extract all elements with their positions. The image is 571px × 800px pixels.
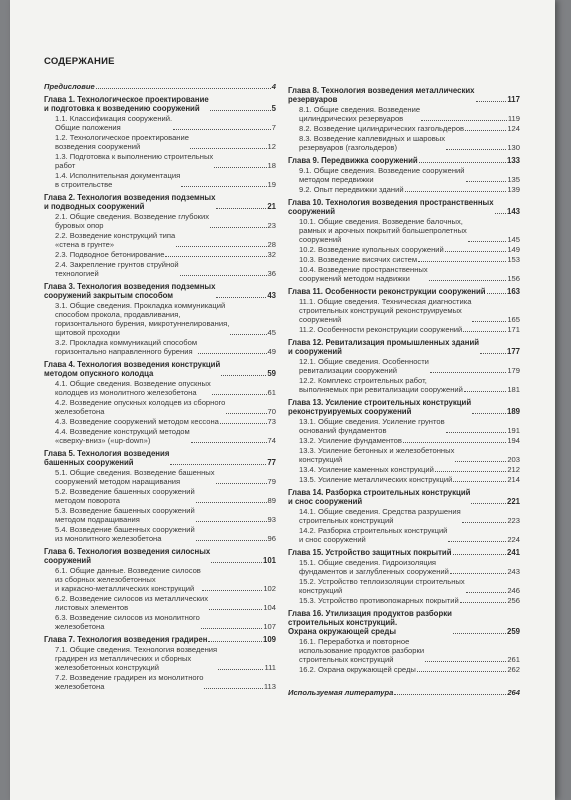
dot-leader	[202, 590, 263, 591]
toc-page-number: 264	[507, 688, 520, 697]
toc-chapter-entry	[44, 360, 276, 378]
toc-section-entry	[44, 152, 276, 170]
toc-entry-title: 5.2. Возведение башенных сооружений методом поворота	[55, 487, 195, 505]
dot-leader	[196, 502, 267, 503]
toc-entry-title: 14.1. Общие сведения. Средства разрушения строительных конструкций	[299, 507, 461, 525]
toc-entry-title: 7.2. Возведение градирен из монолитного железобетона	[55, 673, 204, 691]
toc-entry-title: 4.3. Возведение сооружений методом кессона	[55, 417, 219, 426]
toc-page-number: 135	[507, 175, 520, 184]
toc-page-number: 145	[507, 235, 520, 244]
dot-leader	[468, 241, 506, 242]
toc-page-number: 241	[506, 548, 520, 557]
dot-leader	[196, 540, 267, 541]
toc-section-entry	[44, 260, 276, 278]
dot-leader	[204, 688, 262, 689]
dot-leader	[198, 353, 266, 354]
toc-page-number: 32	[267, 250, 276, 259]
toc-entry-title: 8.2. Возведение цилиндрических газгольдеров	[299, 124, 465, 133]
toc-entry-title: 10.2. Возведение купольных сооружений	[299, 245, 444, 254]
dot-leader	[216, 208, 266, 209]
dot-leader	[429, 280, 507, 281]
toc-section-entry	[44, 379, 276, 397]
toc-chapter-entry	[44, 449, 276, 467]
toc-page-number: 179	[507, 366, 520, 375]
toc-section-entry	[288, 507, 520, 525]
toc-page-number: 96	[267, 534, 276, 543]
toc-entry-title: Глава 7. Технология возведения градирен	[44, 635, 208, 644]
toc-section-entry	[288, 185, 520, 194]
toc-entry-title: 3.2. Прокладка коммуникаций способом горизонтально направленного бурения	[55, 338, 198, 356]
dot-leader	[453, 554, 506, 555]
toc-page-number: 101	[262, 556, 276, 565]
dot-leader	[417, 671, 506, 672]
toc-section-entry	[288, 637, 520, 664]
dot-leader	[216, 297, 266, 298]
toc-entry-title: 13.3. Усиление бетонных и железобетонных конструкций	[299, 446, 455, 464]
toc-entry-title: Глава 11. Особенности реконструкции сооружений	[288, 287, 486, 296]
toc-page-number: 43	[267, 291, 276, 300]
dot-leader	[464, 391, 506, 392]
toc-entry-title: Глава 10. Технология возведения пространственных сооружений	[288, 198, 494, 216]
toc-entry-title: Глава 5. Технология возведения башенных сооружений	[44, 449, 170, 467]
toc-section-entry	[44, 398, 276, 416]
dot-leader	[476, 101, 507, 102]
toc-chapter-entry	[288, 86, 520, 104]
dot-leader	[190, 148, 267, 149]
dot-leader	[201, 628, 262, 629]
toc-entry-title: Глава 6. Технология возведения силосных сооружений	[44, 547, 211, 565]
dot-leader	[209, 609, 262, 610]
dot-leader	[212, 394, 267, 395]
toc-entry-title: 1.1. Классификация сооружений. Общие положения	[55, 114, 173, 132]
dot-leader	[465, 130, 506, 131]
toc-entry-title: 1.3. Подготовка к выполнению строительных работ	[55, 152, 214, 170]
toc-left-column	[44, 82, 276, 691]
dot-leader	[418, 261, 506, 262]
toc-chapter-entry	[44, 547, 276, 565]
dot-leader	[453, 633, 506, 634]
toc-page-number: 5	[271, 104, 276, 113]
toc-section-entry	[44, 301, 276, 337]
toc-section-entry	[288, 475, 520, 484]
dot-leader	[211, 562, 262, 563]
toc-entry-title: 8.3. Возведение каплевидных и шаровых резервуаров (газгольдеров)	[299, 134, 446, 152]
toc-chapter-entry	[44, 193, 276, 211]
toc-page-number: 221	[506, 497, 520, 506]
toc-page-number: 189	[506, 407, 520, 416]
toc-page-number: 124	[507, 124, 520, 133]
toc-entry-title: 5.4. Возведение башенных сооружений из монолитного железобетона	[55, 525, 195, 543]
toc-page-number: 130	[507, 143, 520, 152]
toc-entry-title: 13.5. Усиление металлических конструкций	[299, 475, 453, 484]
toc-entry-title: 2.2. Возведение конструкций типа «стена в грунте»	[55, 231, 176, 249]
toc-section-entry	[288, 558, 520, 576]
toc-chapter-entry	[44, 95, 276, 113]
dot-leader	[466, 181, 507, 182]
toc-chapter-entry	[44, 282, 276, 300]
toc-entry-title: 7.1. Общие сведения. Технология возведения градирен из металлических и сборных железобетонных конструкций	[55, 645, 218, 672]
toc-section-entry	[44, 133, 276, 151]
toc-page-number: 70	[267, 407, 276, 416]
dot-leader	[403, 442, 506, 443]
toc-section-entry	[288, 577, 520, 595]
toc-section-entry	[288, 526, 520, 544]
toc-page-number: 246	[507, 586, 520, 595]
toc-entry-title: Глава 9. Передвижка сооружений	[288, 156, 418, 165]
toc-entry-title: Глава 8. Технология возведения металлических резервуаров	[288, 86, 475, 104]
toc-page-number: 109	[262, 635, 276, 644]
toc-chapter-entry	[288, 398, 520, 416]
toc-page-number: 212	[507, 465, 520, 474]
toc-page-number: 223	[507, 516, 520, 525]
toc-page-number: 224	[507, 535, 520, 544]
toc-entry-title: 11.2. Особенности реконструкции сооружений	[299, 325, 463, 334]
dot-leader	[165, 256, 266, 257]
toc-page-number: 181	[507, 385, 520, 394]
toc-page-number: 117	[507, 95, 520, 104]
dot-leader	[419, 162, 506, 163]
toc-entry-title: Глава 16. Утилизация продуктов разборки строительных конструкций. Охрана окружающей среды	[288, 609, 452, 636]
dot-leader	[425, 661, 506, 662]
toc-page-number: 79	[267, 477, 276, 486]
dot-leader	[405, 191, 507, 192]
toc-page-number: 191	[507, 426, 520, 435]
toc-section-entry	[288, 124, 520, 133]
toc-page-number: 214	[507, 475, 520, 484]
toc-page-number: 163	[506, 287, 520, 296]
toc-entry-title: 1.4. Исполнительная документация в строительстве	[55, 171, 181, 189]
dot-leader	[421, 120, 507, 121]
dot-leader	[181, 186, 266, 187]
toc-entry-title: 2.1. Общие сведения. Возведение глубоких буровых опор	[55, 212, 210, 230]
toc-entry-title: 4.4. Возведение конструкций методом «сверху-вниз» («up-down»)	[55, 427, 190, 445]
dot-leader	[176, 246, 266, 247]
dot-leader	[196, 521, 267, 522]
dot-leader	[472, 413, 506, 414]
toc-entry-title: Глава 13. Усиление строительных конструкций реконструируемых сооружений	[288, 398, 472, 416]
toc-entry-title: 12.2. Комплекс строительных работ, выполняемых при ревитализации сооружений	[299, 376, 463, 394]
book-page	[10, 0, 555, 800]
toc-page-number: 7	[271, 123, 276, 132]
toc-section-entry	[44, 338, 276, 356]
toc-page-number: 177	[506, 347, 520, 356]
toc-section-entry	[288, 436, 520, 445]
dot-leader	[472, 321, 506, 322]
toc-entry-title: Глава 12. Ревитализация промышленных зданий и сооружений	[288, 338, 480, 356]
dot-leader	[173, 129, 271, 130]
toc-entry-title: 2.3. Подводное бетонирование	[55, 250, 165, 259]
toc-page-number: 156	[507, 274, 520, 283]
toc-page-number: 113	[263, 682, 276, 691]
toc-entry-title: 3.1. Общие сведения. Прокладка коммуникаций способом прокола, продавливания, горизонтального бурения, микротуннелирования, щитовой проходки	[55, 301, 230, 337]
toc-section-entry	[44, 566, 276, 593]
toc-entry-title: 1.2. Технологическое проектирование возведения сооружений	[55, 133, 189, 151]
toc-references-entry	[288, 688, 520, 697]
toc-section-entry	[288, 245, 520, 254]
toc-entry-title: Глава 14. Разборка строительных конструкций и снос сооружений	[288, 488, 471, 506]
toc-entry-title: 5.1. Общие сведения. Возведение башенных сооружений методом наращивания	[55, 468, 215, 486]
toc-section-entry	[288, 297, 520, 324]
toc-page-number: 28	[267, 240, 276, 249]
toc-page-number: 12	[267, 142, 276, 151]
toc-page-number: 49	[267, 347, 276, 356]
toc-page-number: 119	[507, 114, 520, 123]
toc-entry-title: 13.4. Усиление каменных конструкций	[299, 465, 434, 474]
toc-entry-title: 10.1. Общие сведения. Возведение балочных, рамных и арочных покрытий большепролетных сооружений	[299, 217, 467, 244]
dot-leader	[462, 522, 507, 523]
toc-section-entry	[44, 427, 276, 445]
dot-leader	[466, 592, 507, 593]
toc-section-entry	[44, 212, 276, 230]
toc-chapter-entry	[288, 338, 520, 356]
toc-entry-title: 6.1. Общие данные. Возведение силосов из сборных железобетонных и каркасно-металлических конструкций	[55, 566, 201, 593]
toc-section-entry	[44, 171, 276, 189]
toc-entry-title: 6.2. Возведение силосов из металлических листовых элементов	[55, 594, 208, 612]
toc-page-number: 107	[263, 622, 276, 631]
toc-entry-title: 11.1. Общие сведения. Техническая диагностика строительных конструкций реконструируемых сооружений	[299, 297, 472, 324]
dot-leader	[191, 442, 267, 443]
toc-page-number: 21	[267, 202, 276, 211]
toc-section-entry	[288, 665, 520, 674]
toc-entry-title: 10.3. Возведение висячих систем	[299, 255, 418, 264]
toc-page-number: 111	[264, 663, 276, 672]
toc-entry-title: 4.2. Возведение опускных колодцев из сборного железобетона	[55, 398, 226, 416]
toc-page-number: 77	[267, 458, 276, 467]
dot-leader	[226, 413, 266, 414]
toc-entry-title: 13.1. Общие сведения. Усиление грунтов оснований фундаментов	[299, 417, 445, 435]
toc-section-entry	[288, 265, 520, 283]
toc-section-entry	[44, 468, 276, 486]
toc-page-number: 194	[507, 436, 520, 445]
toc-page-number: 104	[263, 603, 276, 612]
toc-entry-title: 15.1. Общие сведения. Гидроизоляция фундаментов и заглубленных сооружений	[299, 558, 449, 576]
toc-section-entry	[44, 487, 276, 505]
dot-leader	[471, 503, 506, 504]
toc-chapter-entry	[44, 635, 276, 644]
toc-page-number: 36	[267, 269, 276, 278]
dot-leader	[495, 213, 506, 214]
toc-entry-title: 16.1. Переработка и повторное использование продуктов разборки строительных конструкций	[299, 637, 425, 664]
toc-section-entry	[288, 376, 520, 394]
dot-leader	[446, 149, 506, 150]
toc-page-number: 4	[271, 82, 276, 91]
dot-leader	[450, 573, 506, 574]
toc-page-number: 19	[267, 180, 276, 189]
toc-entry-title: Глава 4. Технология возведения конструкций методом опускного колодца	[44, 360, 221, 378]
dot-leader	[435, 471, 506, 472]
toc-page-number: 243	[507, 567, 520, 576]
toc-entry-title: Глава 15. Устройство защитных покрытий	[288, 548, 452, 557]
dot-leader	[448, 541, 506, 542]
dot-leader	[216, 483, 267, 484]
toc-page-number: 133	[506, 156, 520, 165]
toc-page-number: 23	[267, 221, 276, 230]
toc-section-entry	[288, 417, 520, 435]
dot-leader	[180, 275, 267, 276]
toc-entry-title: 13.2. Усиление фундаментов	[299, 436, 402, 445]
dot-leader	[487, 293, 506, 294]
toc-entry-title: 4.1. Общие сведения. Возведение опускных колодцев из монолитного железобетона	[55, 379, 211, 397]
toc-page-number: 261	[507, 655, 520, 664]
toc-page-number: 256	[507, 596, 520, 605]
toc-entry-title: 15.2. Устройство теплоизоляции строительных конструкций	[299, 577, 465, 595]
toc-entry-title: Глава 3. Технология возведения подземных сооружений закрытым способом	[44, 282, 216, 300]
toc-entry-title: 15.3. Устройство противопожарных покрытий	[299, 596, 459, 605]
toc-chapter-entry	[288, 198, 520, 216]
dot-leader	[430, 372, 506, 373]
toc-page-number: 149	[507, 245, 520, 254]
toc-page-number: 165	[507, 315, 520, 324]
toc-entry-title: Глава 1. Технологическое проектирование и подготовка к возведению сооружений	[44, 95, 209, 113]
toc-page-number: 139	[507, 185, 520, 194]
dot-leader	[453, 481, 506, 482]
dot-leader	[210, 227, 267, 228]
dot-leader	[221, 375, 266, 376]
toc-chapter-entry	[288, 156, 520, 165]
dot-leader	[446, 432, 507, 433]
dot-leader	[455, 461, 506, 462]
toc-chapter-entry	[288, 488, 520, 506]
toc-entry-title: 9.2. Опыт передвижки зданий	[299, 185, 404, 194]
toc-section-entry	[44, 673, 276, 691]
dot-leader	[208, 641, 262, 642]
toc-entry-title: Используемая литература	[288, 688, 394, 697]
page-heading: СОДЕРЖАНИЕ	[44, 56, 115, 67]
toc-section-entry	[288, 446, 520, 464]
toc-section-entry	[288, 357, 520, 375]
dot-leader	[210, 110, 271, 111]
toc-page-number: 153	[507, 255, 520, 264]
toc-page-number: 102	[263, 584, 276, 593]
toc-page-number: 262	[507, 665, 520, 674]
toc-section-entry	[44, 114, 276, 132]
toc-section-entry	[44, 506, 276, 524]
toc-section-entry	[288, 217, 520, 244]
toc-entry-title: Предисловие	[44, 82, 95, 91]
toc-page-number: 259	[506, 627, 520, 636]
toc-page-number: 59	[267, 369, 276, 378]
dot-leader	[230, 334, 266, 335]
toc-page-number: 61	[267, 388, 276, 397]
toc-page-number: 143	[506, 207, 520, 216]
toc-page-number: 45	[267, 328, 276, 337]
dot-leader	[445, 251, 507, 252]
dot-leader	[463, 331, 506, 332]
dot-leader	[218, 669, 263, 670]
dot-leader	[460, 602, 507, 603]
toc-chapter-entry	[288, 287, 520, 296]
toc-entry-title: 16.2. Охрана окружающей среды	[299, 665, 416, 674]
toc-entry-title: Глава 2. Технология возведения подземных и подводных сооружений	[44, 193, 216, 211]
toc-section-entry	[288, 255, 520, 264]
toc-page-number: 73	[267, 417, 276, 426]
toc-preface-entry	[44, 82, 276, 91]
toc-section-entry	[44, 525, 276, 543]
toc-section-entry	[288, 325, 520, 334]
toc-section-entry	[44, 231, 276, 249]
toc-section-entry	[288, 465, 520, 474]
toc-section-entry	[288, 134, 520, 152]
dot-leader	[170, 464, 266, 465]
toc-page-number: 74	[267, 436, 276, 445]
toc-entry-title: 6.3. Возведение силосов из монолитного железобетона	[55, 613, 200, 631]
toc-section-entry	[288, 105, 520, 123]
toc-right-column	[288, 82, 520, 697]
toc-entry-title: 9.1. Общие сведения. Возведение сооружений методом передвижки	[299, 166, 465, 184]
toc-page-number: 171	[507, 325, 520, 334]
toc-chapter-entry	[288, 609, 520, 636]
toc-entry-title: 2.4. Закрепление грунтов струйной технологией	[55, 260, 179, 278]
toc-section-entry	[44, 417, 276, 426]
toc-page-number: 89	[267, 496, 276, 505]
toc-section-entry	[44, 594, 276, 612]
toc-section-entry	[44, 250, 276, 259]
toc-entry-title: 5.3. Возведение башенных сооружений методом подращивания	[55, 506, 195, 524]
toc-section-entry	[288, 166, 520, 184]
toc-page-number: 203	[507, 455, 520, 464]
dot-leader	[480, 353, 506, 354]
dot-leader	[96, 88, 271, 89]
dot-leader	[394, 694, 506, 695]
toc-section-entry	[44, 613, 276, 631]
toc-entry-title: 10.4. Возведение пространственных сооружений методом надвижки	[299, 265, 428, 283]
toc-page-number: 93	[267, 515, 276, 524]
toc-section-entry	[44, 645, 276, 672]
dot-leader	[214, 167, 266, 168]
toc-page-number: 18	[267, 161, 276, 170]
toc-entry-title: 8.1. Общие сведения. Возведение цилиндрических резервуаров	[299, 105, 421, 123]
toc-chapter-entry	[288, 548, 520, 557]
toc-entry-title: 12.1. Общие сведения. Особенности ревитализации сооружений	[299, 357, 429, 375]
toc-entry-title: 14.2. Разборка строительных конструкций и снос сооружений	[299, 526, 448, 544]
toc-section-entry	[288, 596, 520, 605]
dot-leader	[220, 423, 267, 424]
